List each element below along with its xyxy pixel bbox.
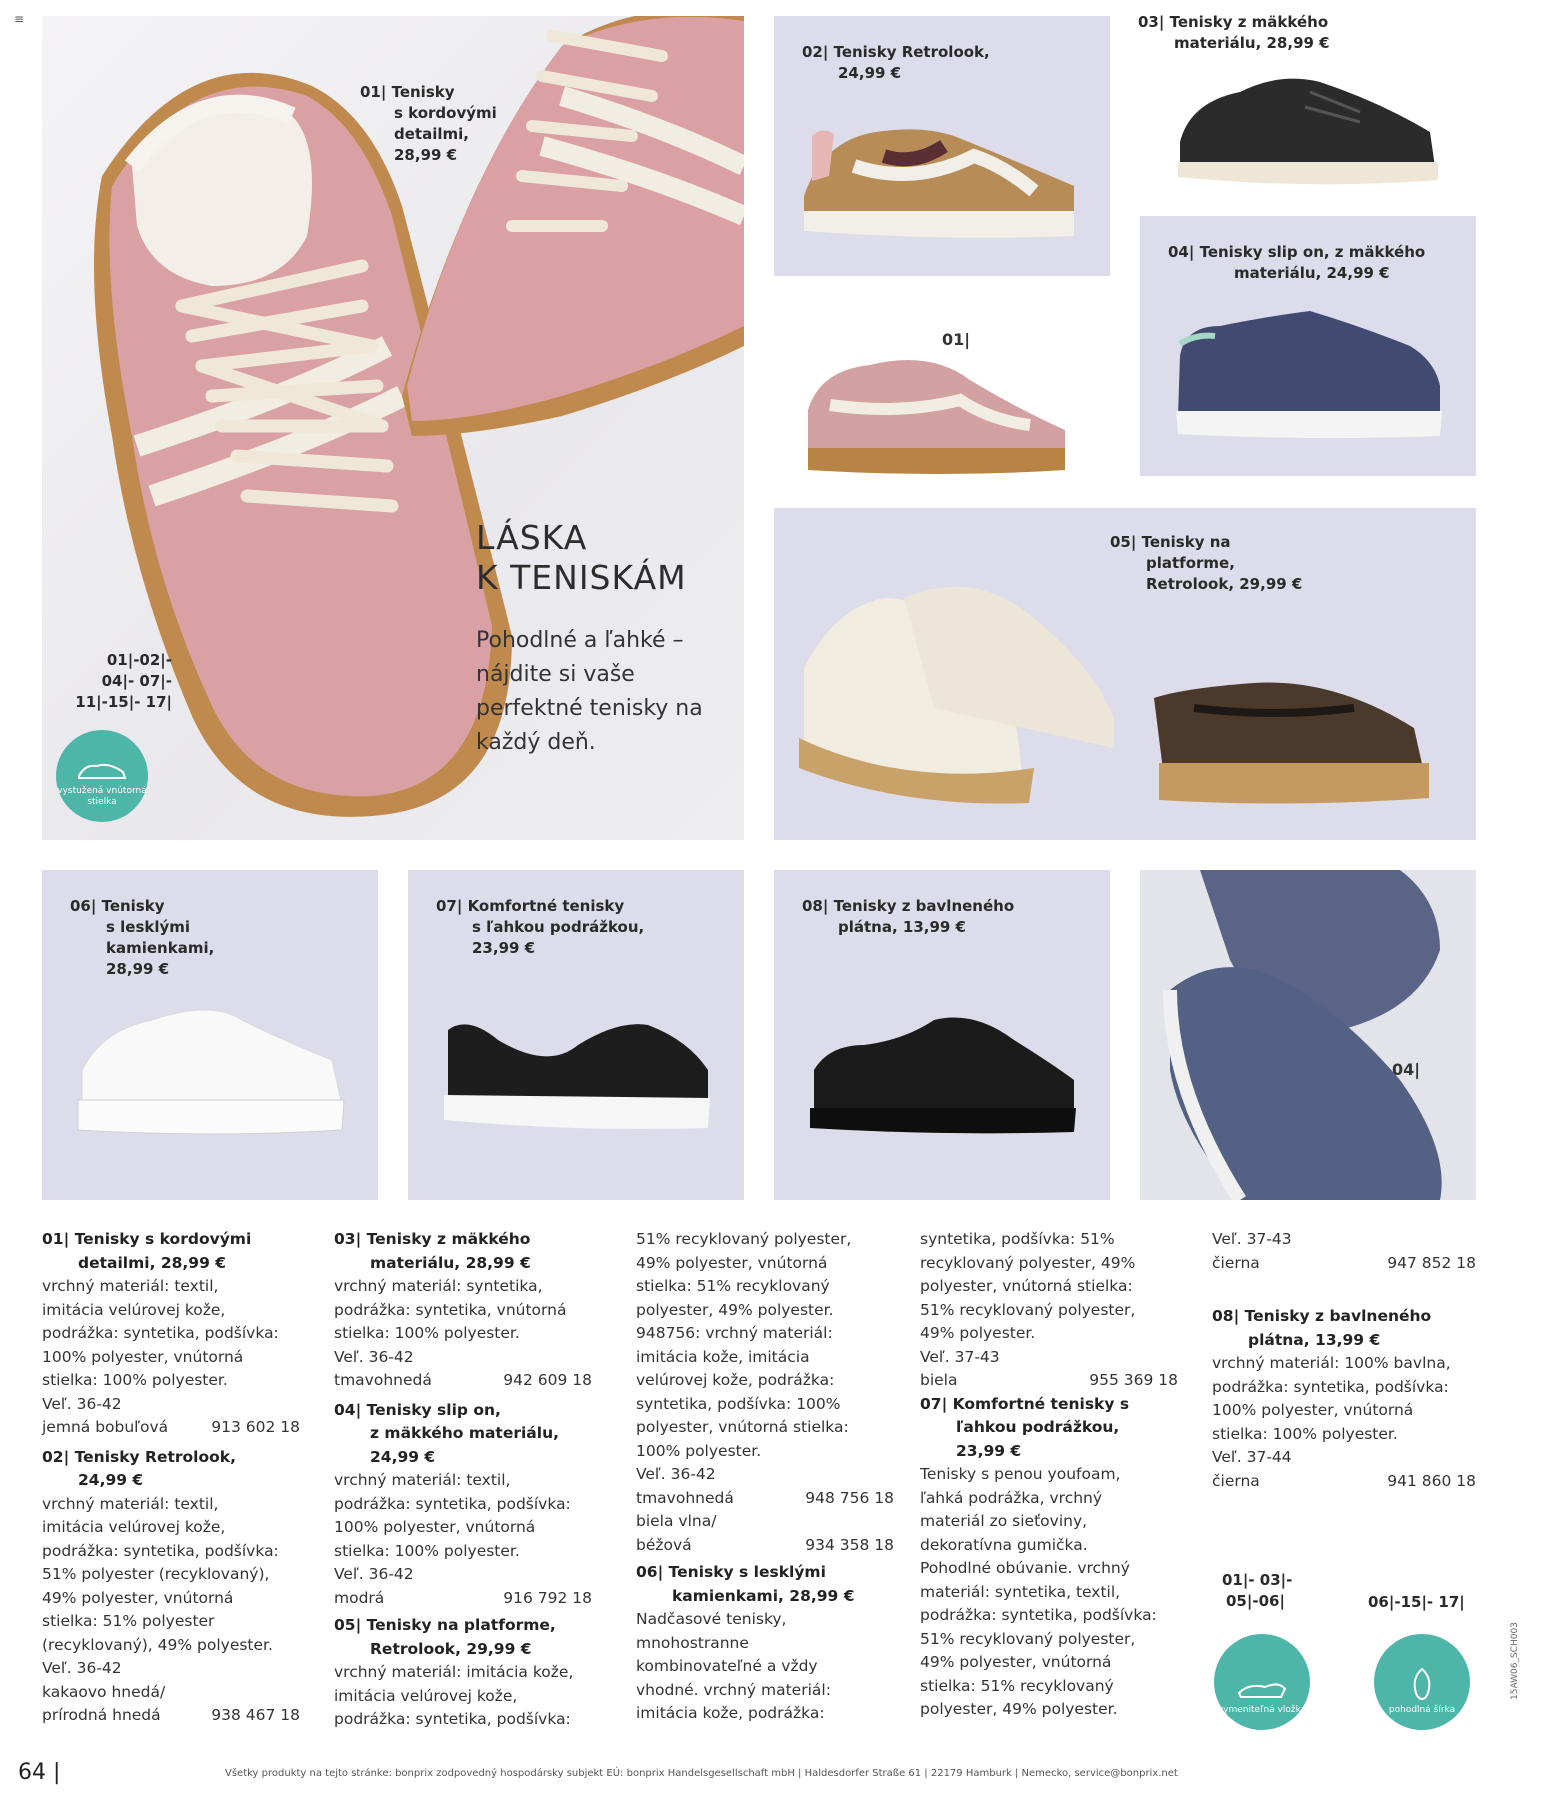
item-03-desc: stielka: 100% polyester. [334,1324,520,1342]
item-02-variant: prírodná hnedá 938 467 18 [42,1706,300,1724]
panel-03-label: 03| Tenisky z mäkkého materiálu, 28,99 € [1138,13,1330,52]
removable-insole-badge: vymeniteľná vložka [1214,1634,1310,1730]
pink-sneaker-side-illustration [790,330,1080,480]
item-06-desc-cont: 51% recyklovaný polyester, [920,1300,1136,1319]
item-07-title-3: 23,99 € [956,1441,1022,1460]
panel-02-retrolook [774,16,1110,276]
item-06-desc: vhodné. vrchný materiál: [636,1680,831,1699]
panel-01-label: 01| [942,330,971,349]
item-07-desc: podrážka: syntetika, podšívka: [920,1606,1157,1624]
menu-mark: ≡ [14,12,25,26]
page-headline: LÁSKA K TENISKÁM [476,518,687,597]
item-07-title: 07| Komfortné tenisky s [920,1394,1130,1413]
item-03-title: 03| Tenisky z mäkkého [334,1230,531,1248]
item-03-variant: tmavohnedá 942 609 18 [334,1371,592,1389]
item-06-desc-cont: recyklovaný polyester, 49% [920,1253,1136,1272]
item-06-desc-cont: Veľ. 37-43 [920,1347,1000,1366]
hero-product-label: 01| Tenisky s kordovými detailmi, 28,99 € [360,83,497,164]
item-07-size: Veľ. 37-43 [1212,1230,1292,1248]
item-08-desc: vrchný materiál: 100% bavlna, [1212,1354,1451,1372]
item-01-variant: jemná bobuľová 913 602 18 [42,1418,300,1436]
page-number: 64 | [18,1760,61,1785]
item-02-desc: stielka: 51% polyester [42,1612,215,1630]
panel-08-label: 08| Tenisky z bavlneného plátna, 13,99 € [802,897,1015,936]
item-07-title-2: ľahkou podrážkou, [956,1418,1120,1436]
item-04-title-3: 24,99 € [370,1447,436,1466]
item-01-desc: vrchný materiál: textil, [42,1277,219,1295]
panel-04-detail [1140,870,1476,1200]
item-02-desc: (recyklovaný), 49% polyester. [42,1635,273,1654]
item-06-desc-cont: polyester, vnútorná stielka: [920,1277,1133,1295]
panel-08-canvas [774,870,1110,1200]
item-05-desc-cont: stielka: 51% recyklovaný [636,1277,830,1295]
item-05-variant-b-color: biela vlna/ [636,1512,717,1530]
item-02-desc: 49% polyester, vnútorná [42,1588,234,1607]
item-05-desc-cont: velúrovej kože, podrážka: [636,1371,835,1389]
item-03-desc: vrchný materiál: syntetika, [334,1277,543,1295]
item-02-title: 02| Tenisky Retrolook, [42,1447,236,1466]
item-07-desc: Tenisky s penou youfoam, [920,1465,1121,1483]
panel-04-label: 04| Tenisky slip on, z mäkkého materiálu, 24,99 € [1168,243,1426,282]
item-02-desc: imitácia velúrovej kože, [42,1518,226,1536]
item-04-desc: Veľ. 36-42 [334,1565,414,1583]
item-05-desc-cont: imitácia kože, imitácia [636,1347,810,1366]
item-01-desc: imitácia velúrovej kože, [42,1300,226,1319]
item-07-desc: polyester, 49% polyester. [920,1700,1118,1718]
blue-knit-sneakers-closeup-illustration [1140,870,1476,1200]
item-04-desc: 100% polyester, vnútorná [334,1518,536,1536]
item-06-desc: mnohostranne [636,1633,749,1652]
item-04-title: 04| Tenisky slip on, [334,1400,501,1419]
hero-items-list: 01|-02|- 04|- 07|- 11|-15|- 17| [75,651,172,711]
item-05-desc: podrážka: syntetika, podšívka: [334,1710,571,1728]
panel-02-label: 02| Tenisky Retrolook, 24,99 € [802,43,990,82]
item-07-desc: stielka: 51% recyklovaný [920,1676,1114,1695]
item-05-desc-cont: 49% polyester, vnútorná [636,1253,828,1272]
text-column-2 [334,1228,592,1732]
item-05-variant-a: tmavohnedá 948 756 18 [636,1488,894,1507]
item-06-desc: Nadčasové tenisky, [636,1610,787,1628]
item-08-desc: podrážka: syntetika, podšívka: [1212,1377,1449,1396]
item-08-desc: 100% polyester, vnútorná [1212,1401,1414,1419]
intro-text: Pohodlné a ľahké – nájdite si vaše perfektné tenisky na každý deň. [476,628,703,755]
item-07-desc: Pohodlné obúvanie. vrchný [920,1559,1130,1577]
legal-footer: Všetky produkty na tejto stránke: bonprix zodpovedný hospodársky subjekt EÚ: bonprix Handelsgesellschaft mbH | Haldesdorfer Straße 61 | 22179 Hamburk | Nemecko, service@bonprix.net [225,1768,1178,1779]
panel-06-label: 06| Tenisky s lesklými kamienkami, 28,99 € [70,897,215,978]
item-06-desc: kombinovateľné a vždy [636,1657,818,1675]
text-column-1 [42,1228,300,1728]
badge1-items: 01|- 03|- 05|-06| [1222,1571,1293,1610]
item-07-desc: dekoratívna gumička. [920,1535,1088,1554]
item-03-title-2: materiálu, 28,99 € [370,1253,531,1272]
shoe-icon [75,758,129,782]
item-05-desc-cont: 51% recyklovaný polyester, [636,1230,852,1248]
item-01-desc: stielka: 100% polyester. [42,1371,228,1389]
item-04-variant: modrá 916 792 18 [334,1588,592,1607]
item-07-desc: materiál zo sieťoviny, [920,1512,1088,1530]
insole-badge: vystužená vnútorná stielka [56,730,148,822]
item-02-desc: podrážka: syntetika, podšívka: [42,1541,279,1560]
item-08-variant: čierna 941 860 18 [1212,1471,1476,1490]
item-06-desc-cont: 49% polyester. [920,1324,1036,1342]
item-06-desc: imitácia kože, podrážka: [636,1704,825,1722]
item-06-title: 06| Tenisky s lesklými [636,1563,826,1581]
panel-05-label: 05| Tenisky na platforme, Retrolook, 29,99 € [1110,533,1303,593]
item-03-desc: podrážka: syntetika, vnútorná [334,1300,567,1319]
item-07-desc: 49% polyester, vnútorná [920,1653,1112,1671]
item-07-desc: materiál: syntetika, textil, [920,1582,1121,1601]
panel-07-comfort [408,870,744,1200]
item-02-desc: 51% polyester (recyklovaný), [42,1565,270,1583]
panel-04-slipon [1140,216,1476,476]
item-04-desc: stielka: 100% polyester. [334,1541,520,1560]
item-08-title-2: plátna, 13,99 € [1248,1330,1381,1349]
item-03-desc: Veľ. 36-42 [334,1347,414,1366]
text-column-4 [920,1228,1178,1722]
comfort-width-badge: pohodlná šírka [1374,1634,1470,1730]
panel-04-detail-label: 04| [1392,1060,1421,1079]
foot-width-icon [1407,1667,1437,1701]
item-04-desc: vrchný materiál: textil, [334,1471,511,1489]
item-04-desc: podrážka: syntetika, podšívka: [334,1494,571,1513]
panel-05-platform [774,508,1476,840]
item-07-variant: čierna 947 852 18 [1212,1253,1476,1272]
item-06-desc-cont: syntetika, podšívka: 51% [920,1230,1115,1248]
item-01-desc: podrážka: syntetika, podšívka: [42,1324,279,1342]
item-05-desc: vrchný materiál: imitácia kože, [334,1663,574,1681]
item-06-variant: biela 955 369 18 [920,1371,1178,1389]
item-08-desc: Veľ. 37-44 [1212,1448,1292,1466]
item-05-desc-cont: Veľ. 36-42 [636,1465,716,1483]
item-01-desc: Veľ. 36-42 [42,1394,122,1413]
item-08-title: 08| Tenisky z bavlneného [1212,1307,1432,1325]
insole-icon [1235,1675,1289,1701]
item-07-desc: 51% recyklovaný polyester, [920,1629,1136,1648]
item-08-desc: stielka: 100% polyester. [1212,1424,1398,1443]
badge2-items: 06|-15|- 17| [1368,1593,1465,1611]
item-05-desc-cont: 948756: vrchný materiál: [636,1324,833,1342]
panel-07-label: 07| Komfortné tenisky s ľahkou podrážkou, 23,99 € [436,897,645,957]
soft-black-sneaker-illustration [1160,62,1450,192]
item-05-desc-cont: syntetika, podšívka: 100% [636,1394,841,1413]
text-column-3 [636,1228,894,1726]
item-04-title-2: z mäkkého materiálu, [370,1424,560,1442]
item-02-desc: Veľ. 36-42 [42,1659,122,1677]
text-column-5 [1212,1228,1476,1493]
item-07-desc: ľahká podrážka, vrchný [920,1488,1103,1507]
item-05-title-2: Retrolook, 29,99 € [370,1639,532,1658]
item-01-title-2: detailmi, 28,99 € [78,1253,227,1272]
item-05-desc-cont: 100% polyester. [636,1441,762,1460]
item-05-desc: imitácia velúrovej kože, [334,1686,518,1705]
panel-06-rhinestones [42,870,378,1200]
item-05-variant-b: béžová 934 358 18 [636,1535,894,1554]
item-02-title-2: 24,99 € [78,1471,144,1489]
item-06-title-2: kamienkami, 28,99 € [672,1586,855,1605]
item-05-desc-cont: polyester, 49% polyester. [636,1300,834,1319]
catalog-code: 15AW06_SCH003 [1510,1622,1520,1700]
item-01-title: 01| Tenisky s kordovými [42,1230,252,1248]
item-05-title: 05| Tenisky na platforme, [334,1616,556,1634]
item-01-desc: 100% polyester, vnútorná [42,1347,244,1366]
item-02-desc: kakaovo hnedá/ [42,1682,166,1701]
item-05-desc-cont: polyester, vnútorná stielka: [636,1418,849,1436]
item-02-desc: vrchný materiál: textil, [42,1494,219,1513]
